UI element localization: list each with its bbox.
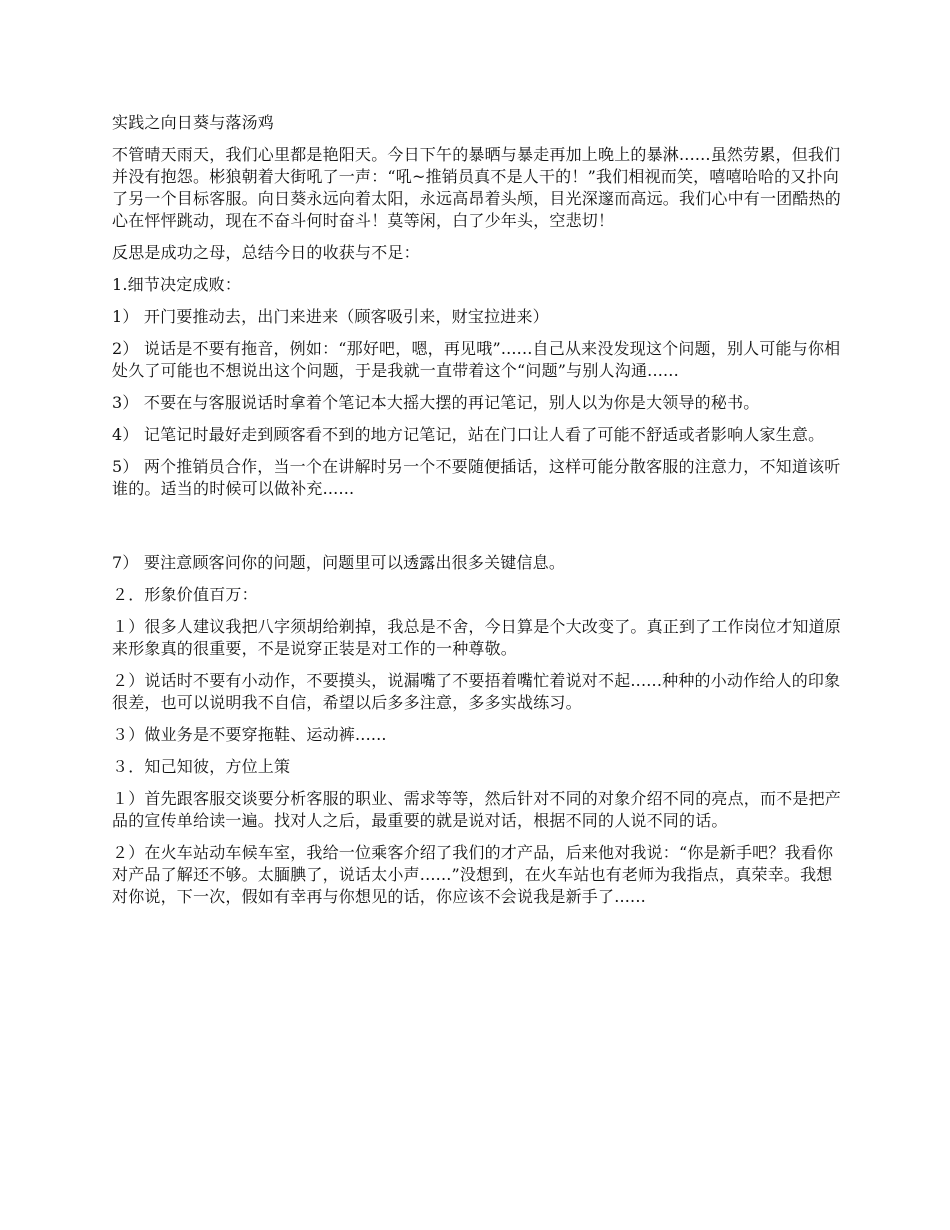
list-item: 5） 两个推销员合作，当一个在讲解时另一个不要随便插话，这样可能分散客服的注意力，不知道该听谁的。适当的时候可以做补充...... (112, 457, 841, 498)
list-item: 3） 不要在与客服说话时拿着个笔记本大摇大摆的再记笔记，别人以为你是大领导的秘书。 (112, 393, 760, 412)
document-page (112, 112, 842, 918)
blank-gap (112, 510, 842, 552)
section-heading: ３．知己知彼，方位上策 (112, 757, 291, 776)
list-item: １）首先跟客服交谈要分析客服的职业、需求等等，然后针对不同的对象介绍不同的亮点，而不是把产品的宣传单给读一遍。找对人之后，最重要的就是说对话，根据不同的人说不同的话。 (112, 789, 842, 830)
section-heading: ２．形象价值百万： (112, 585, 258, 604)
list-item: ２）说话时不要有小动作，不要摸头，说漏嘴了不要捂着嘴忙着说对不起......种种的小动作给人的印象很差，也可以说明我不自信，希望以后多多注意，多多实战练习。 (112, 671, 841, 712)
intro-paragraph: 不管晴天雨天，我们心里都是艳阳天。今日下午的暴晒与暴走再加上晚上的暴淋......虽然劳累，但我们并没有抱怨。彬狼朝着大街吼了一声：“吼~推销员真不是人干的！”我们相视而笑，嘻嘻哈哈的又扑向了另一个目标客服。向日葵永远向着太阳，永远高昂着头颅，目光深邃而高远。我们心中有一团酷热的心在怦怦跳动，现在不奋斗何时奋斗！莫等闲，白了少年头，空悲切！ (112, 145, 842, 230)
list-item: 7） 要注意顾客问你的问题，问题里可以透露出很多关键信息。 (112, 553, 566, 572)
document-title: 实践之向日葵与落汤鸡 (112, 113, 275, 132)
list-item: 1） 开门要推动去，出门来进来（顾客吸引来，财宝拉进来） (112, 307, 549, 326)
list-item: １）很多人建议我把八字须胡给剃掉，我总是不舍，今日算是个大改变了。真正到了工作岗位才知道原来形象真的很重要，不是说穿正装是对工作的一种尊敬。 (112, 617, 842, 658)
list-item: 2） 说话是不要有拖音，例如：“那好吧，嗯，再见哦”......自己从来没发现这个问题，别人可能与你相处久了可能也不想说出这个问题，于是我就一直带着这个“问题”与别人沟通...... (112, 339, 841, 380)
summary-intro: 反思是成功之母，总结今日的收获与不足： (112, 243, 420, 262)
list-item: ２）在火车站动车候车室，我给一位乘客介绍了我们的才产品，后来他对我说：“你是新手吧？我看你对产品了解还不够。太腼腆了，说话太小声......”没想到，在火车站也有老师为我指点，真荣幸。我想对你说，下一次，假如有幸再与你想见的话，你应该不会说我是新手了...... (112, 843, 834, 906)
list-item: ３）做业务是不要穿拖鞋、运动裤...... (112, 725, 387, 744)
section-heading: 1.细节决定成败： (112, 275, 242, 294)
list-item: 4） 记笔记时最好走到顾客看不到的地方记笔记，站在门口让人看了可能不舒适或者影响人家生意。 (112, 425, 825, 444)
